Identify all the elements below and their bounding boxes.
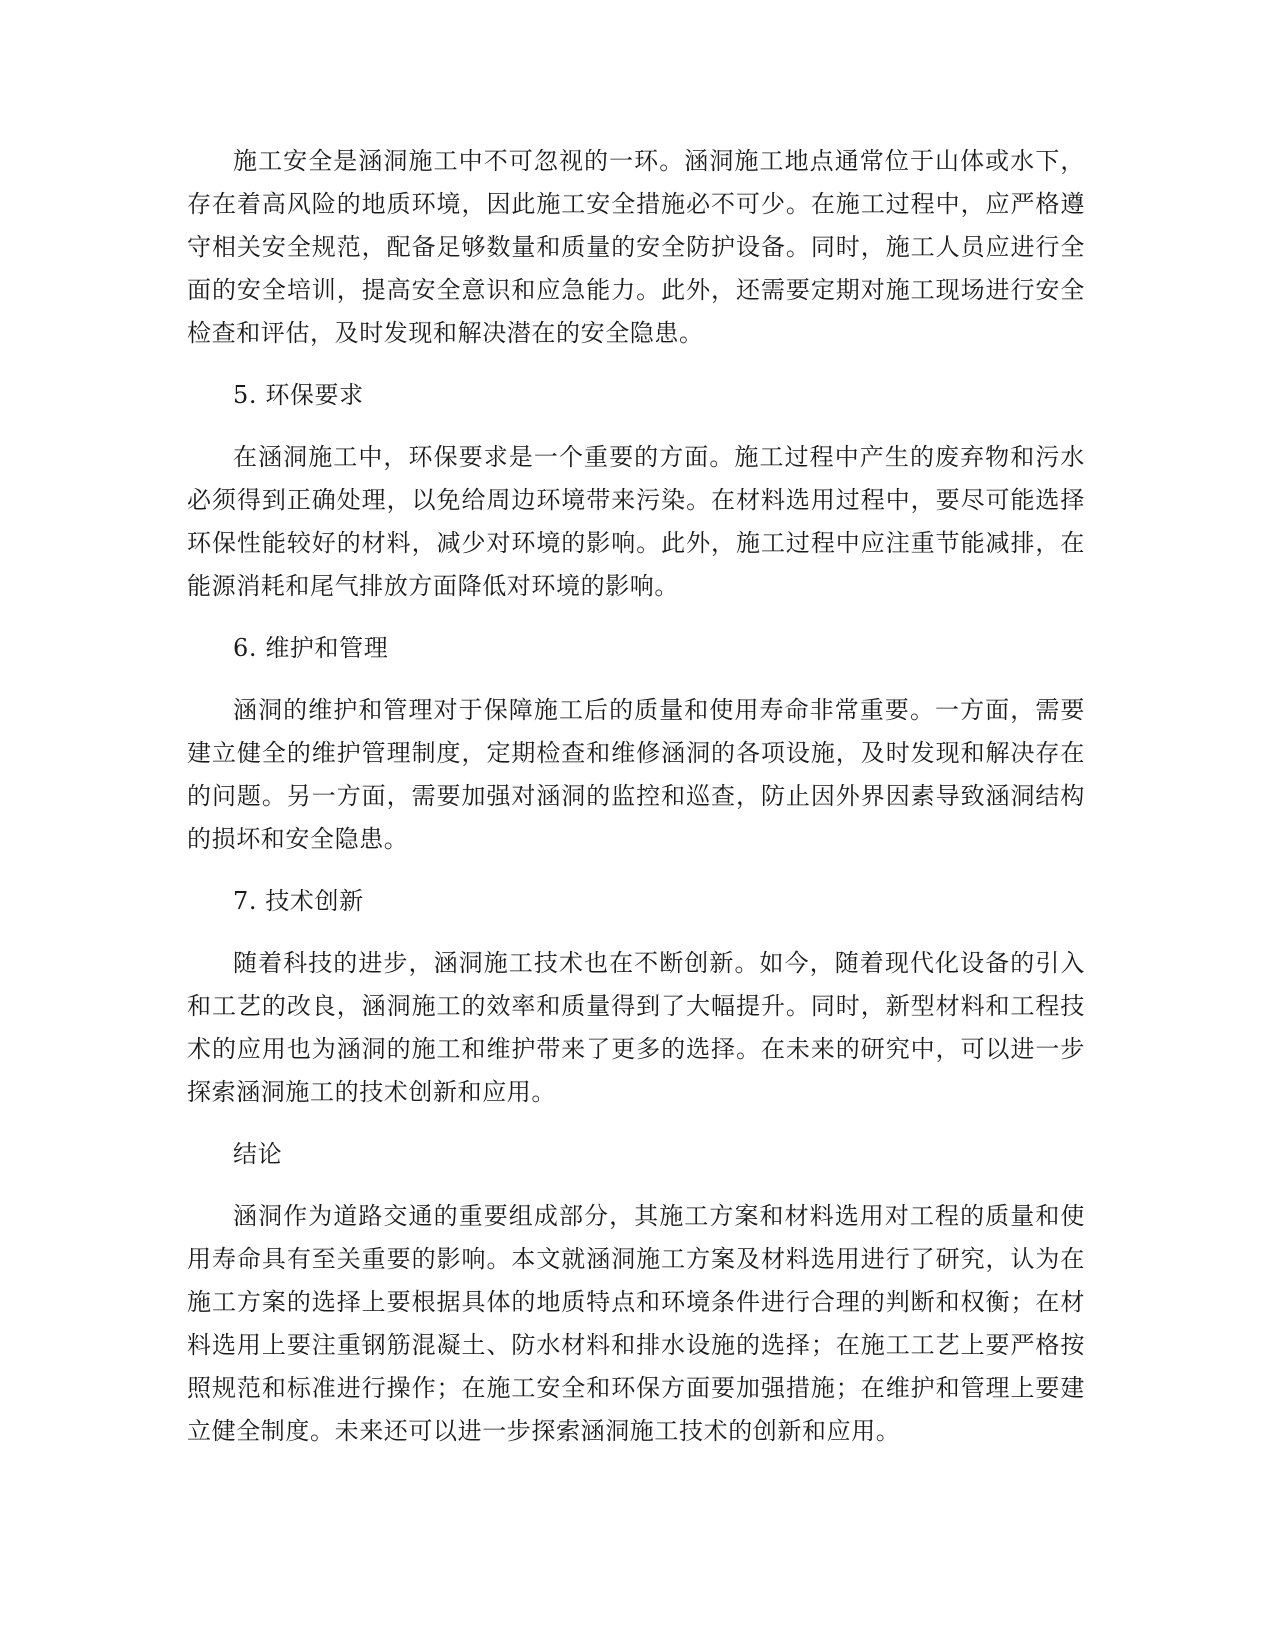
section-heading-environmental: 5. 环保要求	[233, 381, 364, 409]
section-heading-innovation: 7. 技术创新	[233, 887, 364, 915]
paragraph-maintenance: 涵洞的维护和管理对于保障施工后的质量和使用寿命非常重要。一方面，需要建立健全的维护管理制度，定期检查和维修涵洞的各项设施，及时发现和解决存在的问题。另一方面，需要加强对涵洞的监控和巡查，防止因外界因素导致涵洞结构的损坏和安全隐患。	[187, 696, 1085, 853]
paragraph-conclusion: 涵洞作为道路交通的重要组成部分，其施工方案和材料选用对工程的质量和使用寿命具有至关重要的影响。本文就涵洞施工方案及材料选用进行了研究，认为在施工方案的选择上要根据具体的地质特点和环境条件进行合理的判断和权衡；在材料选用上要注重钢筋混凝土、防水材料和排水设施的选择；在施工工艺上要严格按照规范和标准进行操作；在施工安全和环保方面要加强措施；在维护和管理上要建立健全制度。未来还可以进一步探索涵洞施工技术的创新和应用。	[187, 1202, 1085, 1445]
paragraph-environmental: 在涵洞施工中，环保要求是一个重要的方面。施工过程中产生的废弃物和污水必须得到正确处理，以免给周边环境带来污染。在材料选用过程中，要尽可能选择环保性能较好的材料，减少对环境的影响。此外，施工过程中应注重节能减排，在能源消耗和尾气排放方面降低对环境的影响。	[187, 443, 1085, 600]
paragraph-construction-safety: 施工安全是涵洞施工中不可忽视的一环。涵洞施工地点通常位于山体或水下，存在着高风险的地质环境，因此施工安全措施必不可少。在施工过程中，应严格遵守相关安全规范，配备足够数量和质量的安全防护设备。同时，施工人员应进行全面的安全培训，提高安全意识和应急能力。此外，还需要定期对施工现场进行安全检查和评估，及时发现和解决潜在的安全隐患。	[187, 147, 1085, 347]
section-heading-conclusion: 结论	[233, 1140, 283, 1168]
document-body	[187, 140, 1085, 1472]
paragraph-innovation: 随着科技的进步，涵洞施工技术也在不断创新。如今，随着现代化设备的引入和工艺的改良，涵洞施工的效率和质量得到了大幅提升。同时，新型材料和工程技术的应用也为涵洞的施工和维护带来了更多的选择。在未来的研究中，可以进一步探索涵洞施工的技术创新和应用。	[187, 949, 1085, 1106]
section-heading-maintenance: 6. 维护和管理	[233, 634, 389, 662]
